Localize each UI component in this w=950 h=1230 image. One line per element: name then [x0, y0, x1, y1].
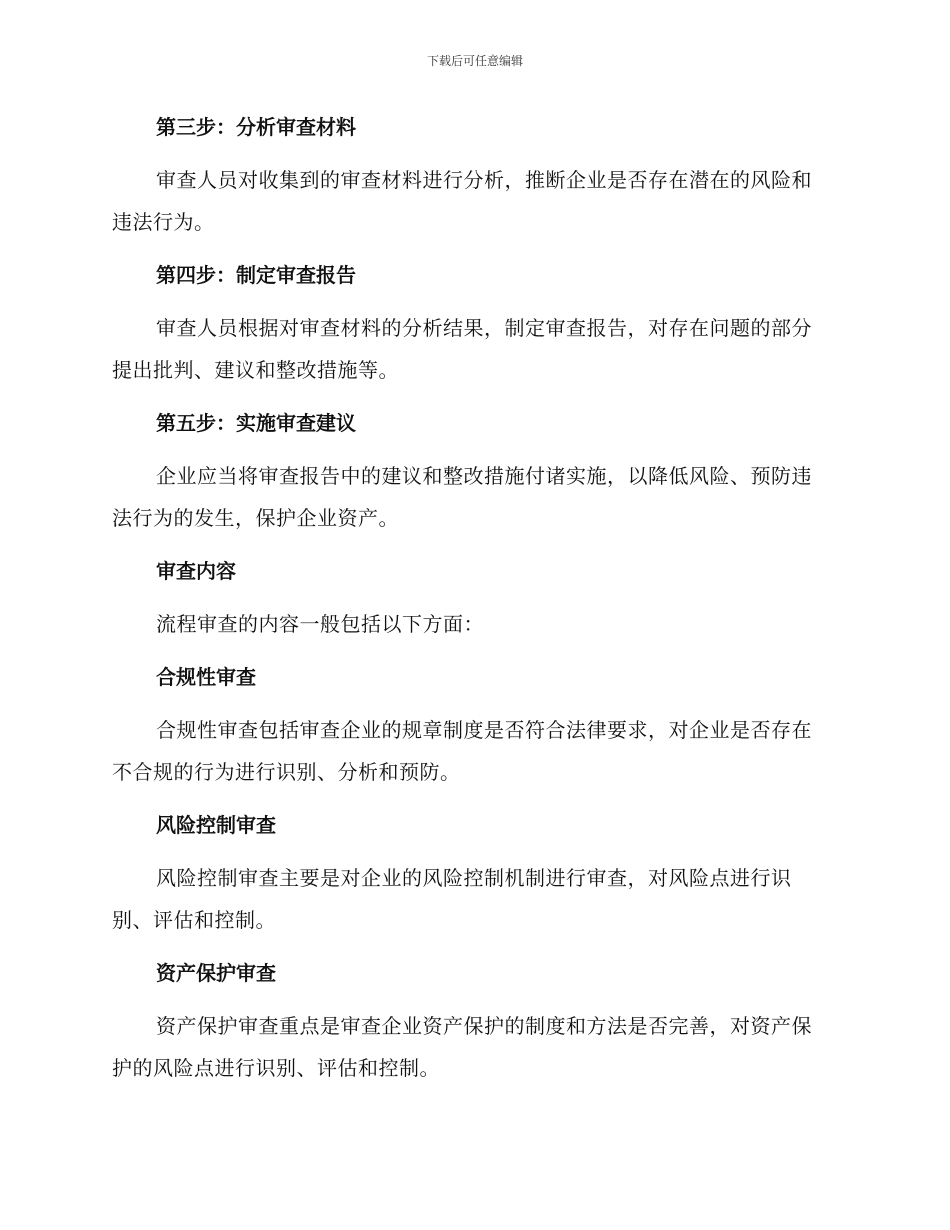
document-body	[112, 107, 832, 1101]
step-three-heading: 第三步：分析审查材料	[156, 115, 356, 139]
compliance-review-heading: 合规性审查	[156, 665, 256, 689]
compliance-review-paragraph: 合规性审查包括审查企业的规章制度是否符合法律要求，对企业是否存在不合规的行为进行识别、分析和预防。	[112, 718, 812, 784]
review-content-paragraph: 流程审查的内容一般包括以下方面：	[156, 612, 484, 636]
step-four-paragraph: 审查人员根据对审查材料的分析结果，制定审查报告，对存在问题的部分提出批判、建议和整改措施等。	[112, 316, 812, 382]
asset-protection-review-heading: 资产保护审查	[156, 961, 276, 985]
risk-control-review-paragraph: 风险控制审查主要是对企业的风险控制机制进行审查，对风险点进行识别、评估和控制。	[112, 866, 792, 932]
step-three-paragraph: 审查人员对收集到的审查材料进行分析，推断企业是否存在潜在的风险和违法行为。	[112, 168, 812, 234]
review-content-heading: 审查内容	[156, 559, 236, 583]
step-five-paragraph: 企业应当将审查报告中的建议和整改措施付诸实施，以降低风险、预防违法行为的发生，保护企业资产。	[112, 464, 812, 530]
step-five-heading: 第五步：实施审查建议	[156, 411, 356, 435]
risk-control-review-heading: 风险控制审查	[156, 813, 276, 837]
step-four-heading: 第四步：制定审查报告	[156, 263, 356, 287]
asset-protection-review-paragraph: 资产保护审查重点是审查企业资产保护的制度和方法是否完善，对资产保护的风险点进行识别、评估和控制。	[112, 1014, 812, 1080]
page-header: 下载后可任意编辑	[426, 54, 523, 68]
